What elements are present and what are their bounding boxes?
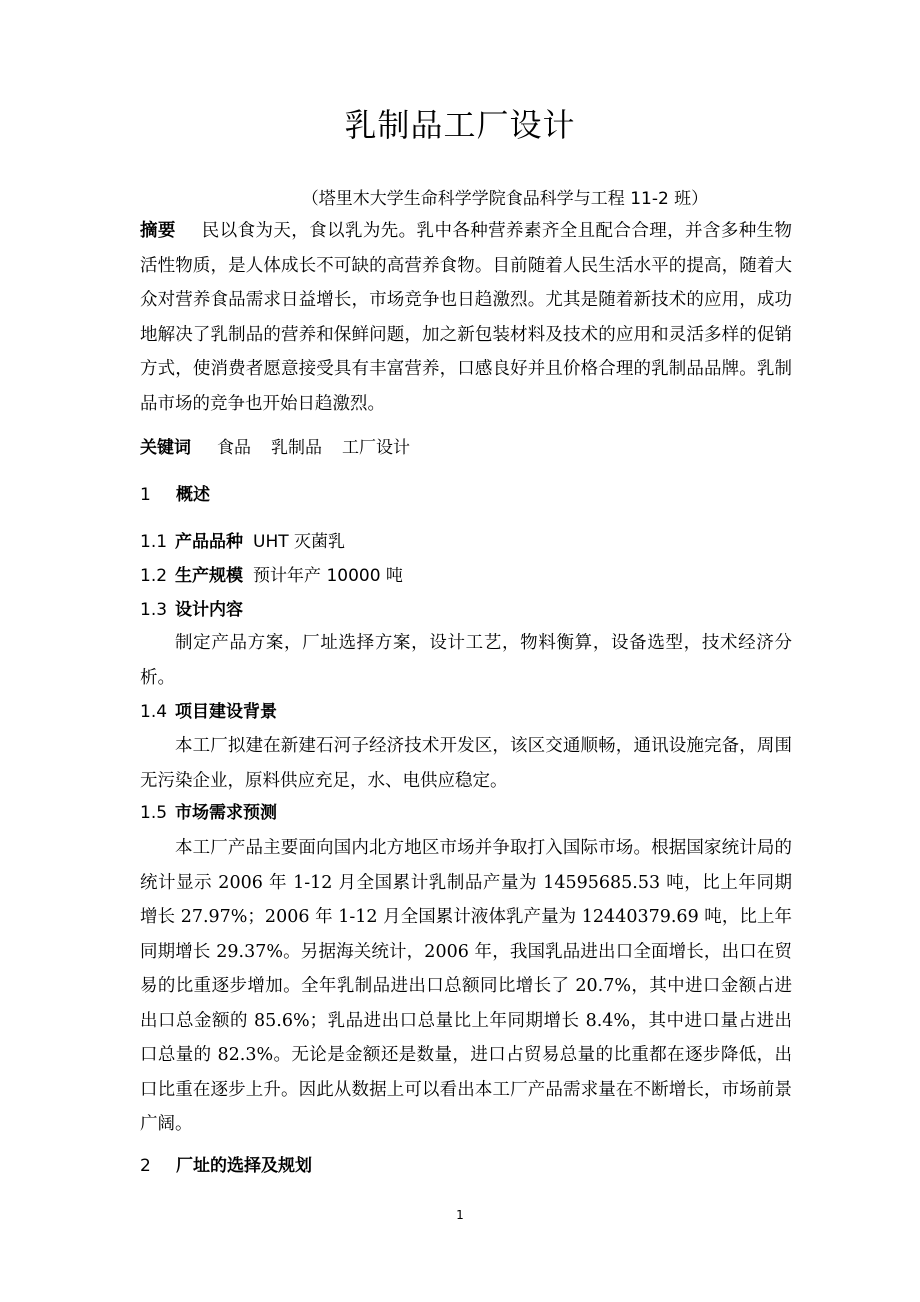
section-heading-1 bbox=[140, 483, 792, 507]
subsection-1-4 bbox=[140, 700, 792, 724]
section-number: 2 bbox=[140, 1156, 151, 1176]
keywords-label: 关键词 bbox=[140, 438, 191, 458]
paragraph-market-forecast: 本工厂产品主要面向国内北方地区市场并争取打入国际市场。根据国家统计局的统计显示 2006 年 1-12 月全国累计乳制品产量为 14595685.53 吨，比上年同期增长 27.97%；2006 年 1-12 月全国累计液体乳产量为 12440379.69 吨，比上年同期增长 29.37%。另据海关统计，2006 年，我国乳品进出口全面增长，出口在贸易的比重逐步增加。全年乳制品进出口总额同比增长了 20.7%，其中进口金额占进出口总金额的 85.6%；乳品进出口总量比上年同期增长 8.4%，其中进口量占进出口总量的 82.3%。无论是金额还是数量，进口占贸易总量的比重都在逐步降低，出口比重在逐步上升。因此从数据上可以看出本工厂产品需求量在不断增长，市场前景广阔。 bbox=[140, 838, 792, 1134]
subsection-1-2 bbox=[140, 564, 792, 588]
keyword-item: 工厂设计 bbox=[342, 438, 410, 458]
section-number: 1 bbox=[140, 485, 151, 505]
subsection-title: 市场需求预测 bbox=[175, 803, 278, 823]
subsection-1-1 bbox=[140, 530, 792, 554]
page-number: 1 bbox=[456, 1208, 464, 1222]
abstract-text: 民以食为天，食以乳为先。乳中各种营养素齐全且配合合理，并含多种生物活性物质，是人体成长不可缺的高营养食物。目前随着人民生活水平的提高，随着大众对营养食品需求日益增长，市场竞争也日趋激烈。尤其是随着新技术的应用，成功地解决了乳制品的营养和保鲜问题，加之新包装材料及技术的应用和灵活多样的促销方式，使消费者愿意接受具有丰富营养，口感良好并且价格合理的乳制品品牌。乳制品市场的竞争也开始日趋激烈。 bbox=[140, 221, 793, 414]
abstract-label: 摘要 bbox=[140, 221, 176, 241]
subsection-value: UHT 灭菌乳 bbox=[253, 532, 346, 552]
subsection-number: 1.2 bbox=[140, 566, 168, 586]
subsection-1-3 bbox=[140, 598, 792, 622]
author-affiliation: （塔里木大学生命科学学院食品科学与工程 11-2 班） bbox=[301, 189, 709, 209]
subsection-number: 1.3 bbox=[140, 600, 168, 620]
subsection-title: 设计内容 bbox=[175, 600, 244, 620]
subsection-value: 预计年产 10000 吨 bbox=[253, 566, 403, 586]
keyword-item: 乳制品 bbox=[271, 438, 322, 458]
paragraph-design-content: 制定产品方案，厂址选择方案，设计工艺，物料衡算，设备选型，技术经济分析。 bbox=[140, 633, 792, 688]
abstract bbox=[140, 214, 792, 421]
document-title: 乳制品工厂设计 bbox=[344, 106, 576, 144]
section-title: 厂址的选择及规划 bbox=[176, 1156, 312, 1176]
subsection-title: 产品品种 bbox=[175, 532, 244, 552]
keyword-item: 食品 bbox=[217, 438, 251, 458]
subsection-number: 1.4 bbox=[140, 702, 168, 722]
subsection-number: 1.1 bbox=[140, 532, 168, 552]
subsection-title: 项目建设背景 bbox=[175, 702, 278, 722]
subsection-title: 生产规模 bbox=[175, 566, 244, 586]
keywords bbox=[140, 436, 792, 460]
subsection-1-5 bbox=[140, 801, 792, 825]
subsection-number: 1.5 bbox=[140, 803, 168, 823]
section-heading-2 bbox=[140, 1154, 792, 1178]
paragraph-project-background: 本工厂拟建在新建石河子经济技术开发区，该区交通顺畅，通讯设施完备，周围无污染企业，原料供应充足，水、电供应稳定。 bbox=[140, 736, 792, 791]
section-title: 概述 bbox=[176, 485, 210, 505]
